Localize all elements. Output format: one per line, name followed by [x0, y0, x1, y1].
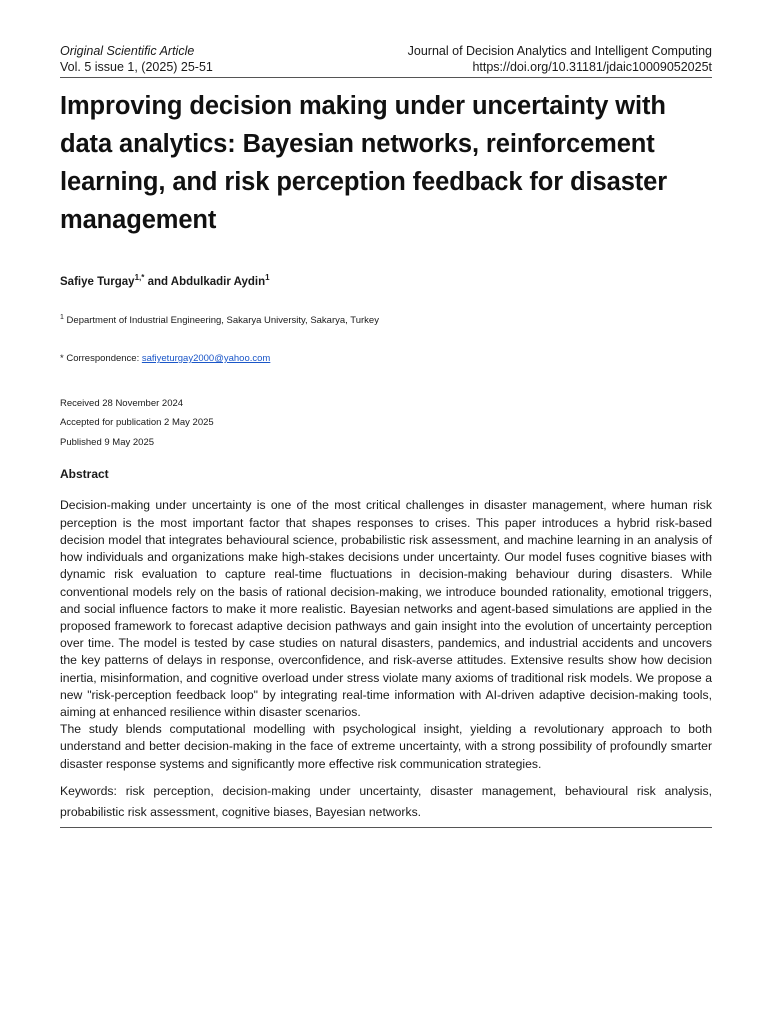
author-affiliation-mark: 1 — [265, 273, 270, 282]
correspondence — [60, 353, 712, 365]
article-type: Original Scientific Article — [60, 44, 195, 58]
abstract-body — [60, 497, 712, 772]
correspondence-label: * Correspondence: — [60, 352, 142, 364]
author-name: Safiye Turgay — [60, 275, 135, 288]
affiliation-mark: 1 — [60, 313, 64, 321]
article-page — [60, 0, 712, 828]
author-affiliation-mark: 1,* — [134, 273, 145, 282]
journal-name: Journal of Decision Analytics and Intelligent Computing — [407, 44, 712, 58]
affiliation-text: Department of Industrial Engineering, Sakarya University, Sakarya, Turkey — [63, 314, 379, 326]
abstract-heading: Abstract — [60, 467, 109, 482]
author-list — [60, 271, 712, 289]
doi-link[interactable]: https://doi.org/10.31181/jdaic10009052025t — [472, 60, 712, 74]
received-date: Received 28 November 2024 — [60, 397, 184, 409]
volume-info: Vol. 5 issue 1, (2025) 25-51 — [60, 60, 213, 74]
article-title: Improving decision making under uncertainty with data analytics: Bayesian networks, reinforcement learning, and risk perception feedback for disaster management — [60, 92, 668, 234]
author-name: Abdulkadir Aydin — [170, 275, 266, 288]
abstract-end-divider — [60, 827, 712, 828]
keywords: Keywords: risk perception, decision-making under uncertainty, disaster management, behavioural risk analysis, probabilistic risk assessment, cognitive biases, Bayesian networks. — [60, 783, 712, 819]
abstract-paragraph: Decision-making under uncertainty is one of the most critical challenges in disaster management, where human risk perception is the most important factor that shapes responses to crises. This paper introduces a hybrid risk-based decision model that integrates behavioural science, probabilistic risk assessment, and machine learning in an analysis of how individuals and organizations make high-stakes decisions under uncertainty. Our model fuses cognitive biases with dynamic risk evaluation to capture real-time fluctuations in decision-making behaviour during disasters. While conventional models rely on the basis of rational decision-making, we introduce bounded rationality, emotional triggers, and social influence factors to make it more realistic. Bayesian networks and agent-based simulations are applied in the proposed framework to forecast adaptive decision pathways and gain insight into the evolution of uncertainty perception over time. The model is tested by case studies on natural disasters, pandemics, and industrial accidents and uncovers the key patterns of delays in response, overconfidence, and risk-averse attitudes. Extensive results show how decision inertia, misinformation, and cognitive overload under stress violate many axioms of traditional risk models. We propose a new "risk-perception feedback loop" by integrating real-time information with AI-driven adaptive decision-making tools, aiming at enhanced resilience within disaster scenarios. — [60, 498, 712, 719]
header-row-bottom — [60, 59, 712, 75]
published-date: Published 9 May 2025 — [60, 436, 155, 448]
abstract-paragraph: The study blends computational modelling with psychological insight, yielding a revolutionary approach to both understand and better decision-making in the face of extreme uncertainty, with a strong possibility of profoundly smarter disaster response systems and significantly more effective risk communication strategies. — [60, 722, 712, 771]
accepted-date: Accepted for publication 2 May 2025 — [60, 417, 214, 429]
affiliation — [60, 312, 712, 327]
header-divider — [60, 77, 712, 78]
header-row-top — [60, 43, 712, 59]
publication-dates — [60, 394, 712, 453]
correspondence-email-link[interactable]: safiyeturgay2000@yahoo.com — [141, 352, 271, 364]
author-conjunction: and — [144, 275, 171, 288]
